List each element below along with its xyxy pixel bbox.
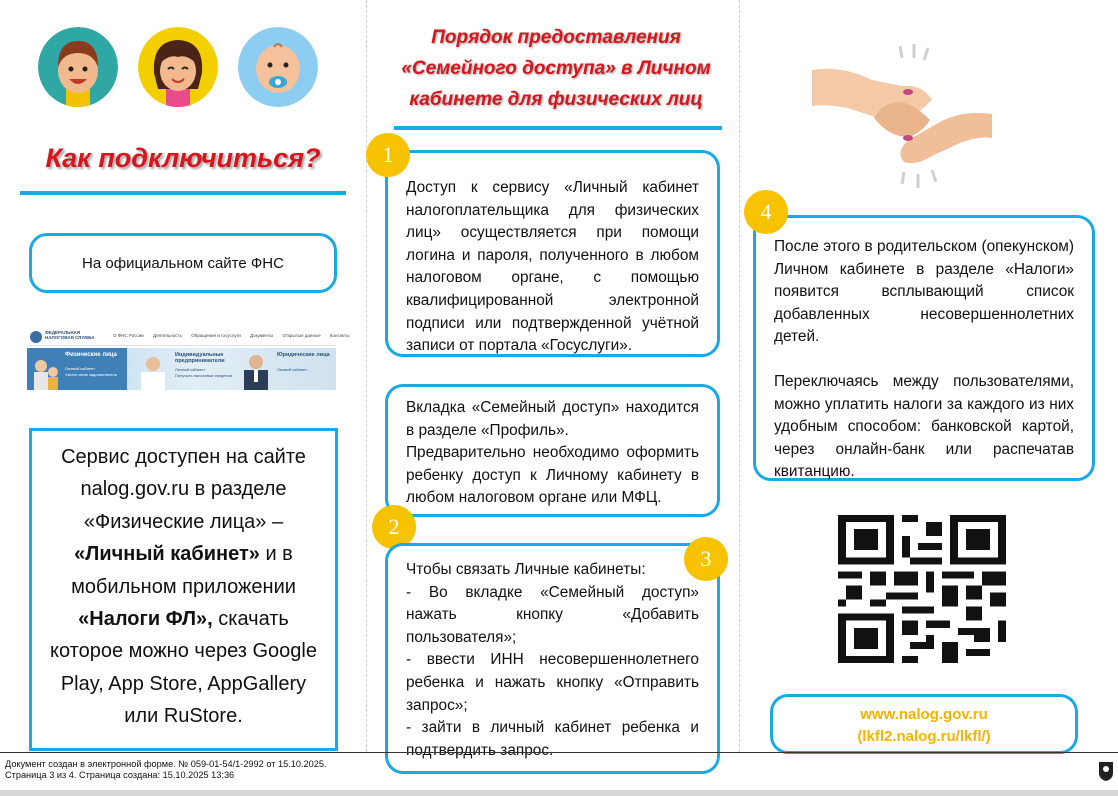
document-footer: [5, 759, 327, 781]
step-3-intro: Чтобы связать Личные кабинеты:: [406, 561, 646, 578]
step-3-item: - ввести ИНН несовершеннолетнего ребенка и нажать кнопку «Отправить запрос»;: [406, 651, 699, 714]
step-1-badge: 1: [366, 133, 410, 177]
site-logo-line2: НАЛОГОВАЯ СЛУЖБА: [45, 335, 95, 340]
site-menu-item[interactable]: О ФНС России: [113, 333, 144, 338]
service-text-2: и в мобильном приложении: [71, 543, 296, 598]
step-2-box: [385, 384, 720, 517]
site-logo-line1: ФЕДЕРАЛЬНАЯ: [45, 330, 81, 335]
site-menu-item[interactable]: Контакты: [329, 333, 350, 338]
fns-emblem-icon: [29, 330, 43, 344]
handshake-icon: [812, 40, 992, 190]
step-3-badge: 3: [684, 537, 728, 581]
step-4-text-1: После этого в родительском (опекунском) Личном кабинете в разделе «Налоги» появится всплывающий список добавленных несовершеннолетних детей.: [774, 238, 1074, 346]
step-3-box: [385, 543, 720, 774]
step-3-item: - зайти в личный кабинет ребенка и подтвердить запрос.: [406, 719, 699, 759]
site-banner: [27, 348, 336, 390]
baby-face-icon: [238, 27, 318, 107]
entrepreneur-photo-icon: [137, 354, 169, 390]
family-access-title: [380, 22, 732, 115]
how-to-connect-title: Как подключиться?: [45, 143, 321, 173]
site-menu-item[interactable]: Открытые данные: [282, 333, 321, 338]
middle-title-underline: [394, 126, 722, 130]
step-4-badge: 4: [744, 190, 788, 234]
step-2-text-1: Вкладка «Семейный доступ» находится в разделе «Профиль».: [406, 399, 699, 439]
service-text-1: Сервис доступен на сайте nalog.gov.ru в разделе «Физические лица» –: [61, 446, 306, 533]
site-section-link[interactable]: Личный кабинет: [175, 367, 206, 372]
footer-line-2: Страница 3 из 4. Страница создана: 15.10.2025 13:36: [5, 770, 235, 780]
businessman-photo-icon: [241, 352, 271, 390]
title-line-2: «Семейного доступа» в Личном: [401, 58, 711, 79]
site-menu-item[interactable]: Деятельность: [153, 333, 182, 338]
site-section-link[interactable]: Получить налоговые сведения: [175, 373, 233, 378]
official-site-label: На официальном сайте ФНС: [82, 254, 284, 272]
footer-line-1: Документ создан в электронной форме. № 059-01-54/1-2992 от 15.10.2025.: [5, 759, 327, 769]
left-title-underline: [20, 191, 346, 195]
step-4-text-2: Переключаясь между пользователями, можно уплатить налоги за каждого из них удобным способом: банковской картой, через онлайн-банк или распечатав квитанцию.: [774, 372, 1074, 481]
girl-face-icon: [138, 27, 218, 107]
site-section-title[interactable]: Юридические лица: [277, 352, 330, 358]
service-text-3: скачать которое можно через Google Play, App Store, AppGallery или RuStore.: [50, 608, 317, 728]
footer-separator: [0, 752, 1118, 753]
bottom-strip: [0, 790, 1118, 796]
official-site-box: [29, 233, 337, 293]
site-menu-item[interactable]: Документы: [250, 333, 274, 338]
coat-of-arms-icon: [1098, 760, 1114, 782]
boy-face-icon: [38, 27, 118, 107]
service-availability-box: [29, 428, 338, 751]
site-header: [27, 328, 350, 346]
column-divider-1: [366, 0, 367, 752]
site-section-link[interactable]: Личный кабинет: [277, 367, 308, 372]
site-section-link[interactable]: Узнать свою задолженность: [65, 372, 118, 377]
title-line-1: Порядок предоставления: [431, 27, 681, 48]
website-link[interactable]: www.nalog.gov.ru: [860, 706, 988, 723]
site-section-title[interactable]: Физические лица: [65, 352, 117, 358]
step-1-text: Доступ к сервису «Личный кабинет налогоплательщика для физических лиц» осуществляется при помощи логина и пароля, полученного в любом налоговом органе, с помощью квалифицированной электронной подписи или подтвержденной учётной записи от портала «Госуслуги».: [406, 179, 699, 355]
step-1-box: [385, 150, 720, 357]
step-4-box: [753, 215, 1095, 481]
mother-child-photo-icon: [31, 356, 61, 390]
site-menu-item[interactable]: Обращения и госуслуги: [191, 333, 241, 338]
qr-code-icon[interactable]: [838, 515, 1006, 663]
step-2-text-2: Предварительно необходимо оформить ребенку доступ к Личному кабинету в любом налоговом органе или МФЦ.: [406, 444, 699, 507]
service-bold-lk: «Личный кабинет»: [74, 543, 260, 566]
column-divider-2: [739, 0, 740, 752]
title-line-3: кабинете для физических лиц: [409, 89, 703, 110]
fns-website-screenshot: [27, 328, 350, 390]
site-section-title[interactable]: Индивидуальные предприниматели: [175, 352, 225, 364]
step-2-badge: 2: [372, 505, 416, 549]
site-section-link[interactable]: Личный кабинет: [65, 365, 96, 371]
service-bold-app: «Налоги ФЛ»,: [78, 608, 213, 631]
step-3-item: - Во вкладке «Семейный доступ» нажать кнопку «Добавить пользователя»;: [406, 583, 699, 646]
lkfl-link[interactable]: (lkfl2.nalog.ru/lkfl/): [857, 728, 991, 745]
website-links-box[interactable]: [770, 694, 1078, 754]
